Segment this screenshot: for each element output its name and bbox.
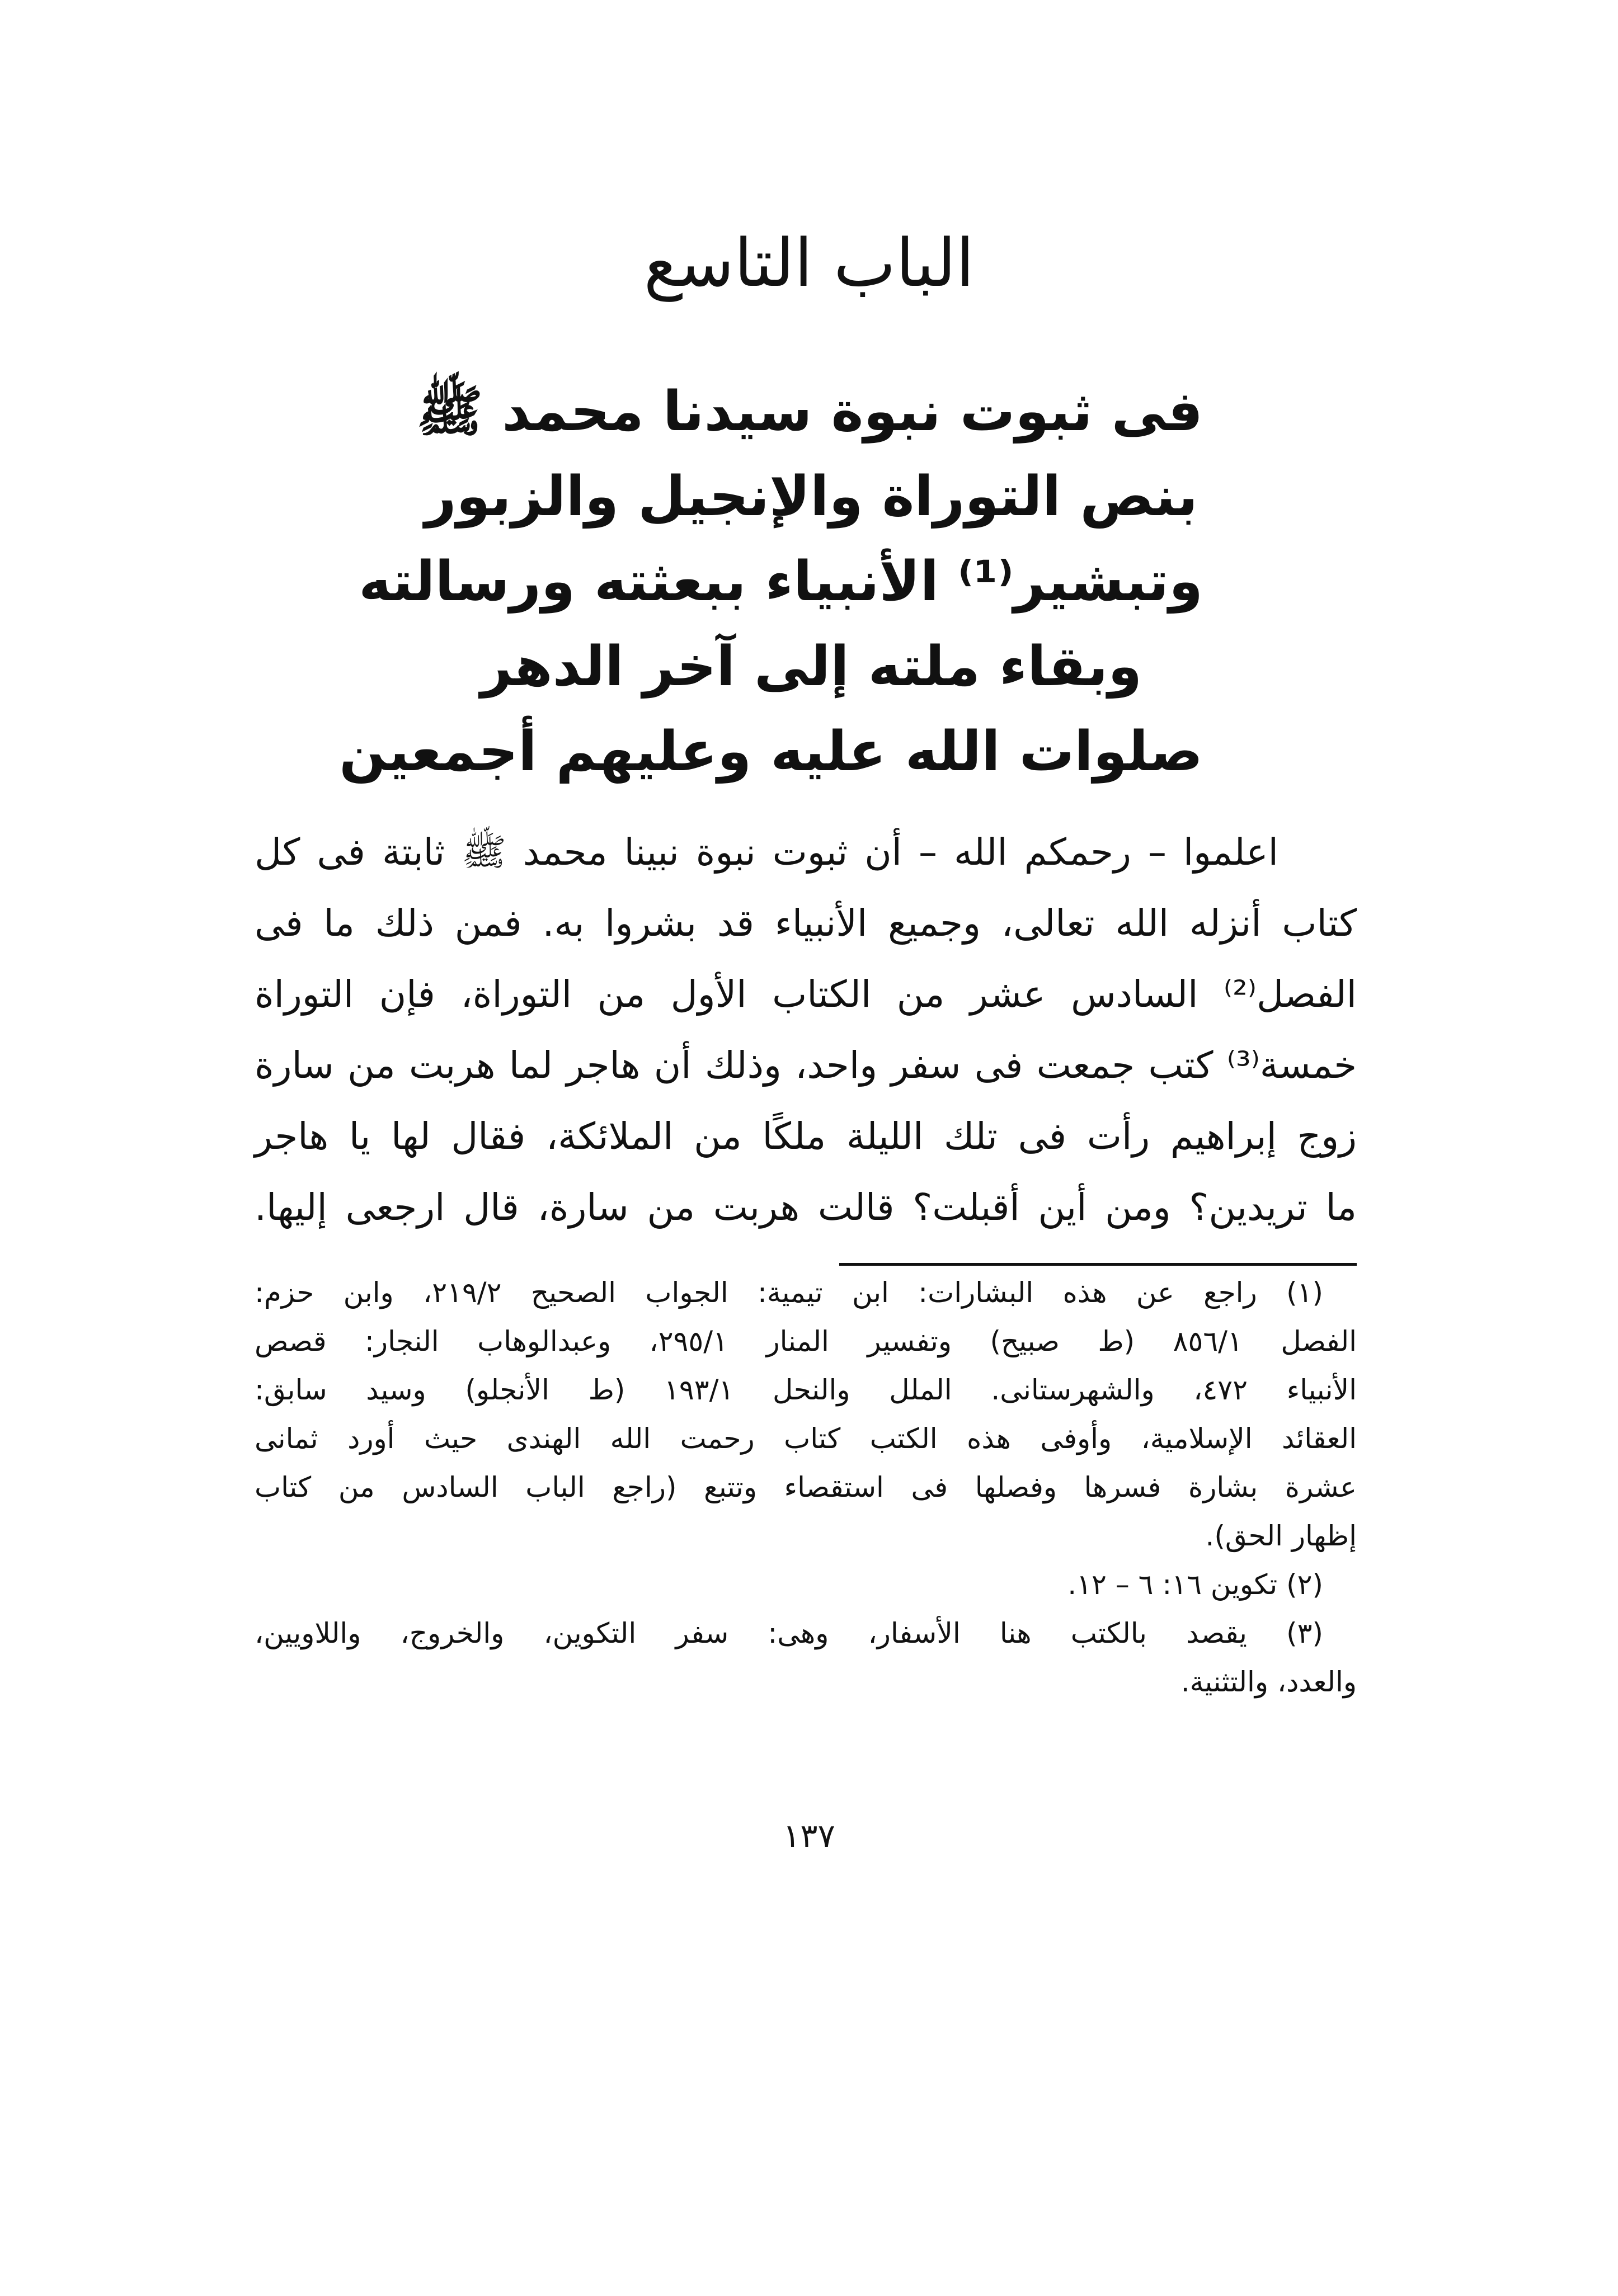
body-line: كتاب أنزله الله تعالى، وجميع الأنبياء قد بشروا به. فمن ذلك ما فى	[255, 902, 1357, 945]
footnote-line: الفصل ٨٥٦/١ (ط صبيح) وتفسير المنار ٢٩٥/١، وعبدالوهاب النجار: قصص	[255, 1325, 1357, 1357]
footnotes	[255, 1269, 1357, 1706]
footnote-separator	[839, 1263, 1357, 1266]
body-line: ما تريدين؟ ومن أين أقبلت؟ قالت هربت من سارة، قال ارجعى إليها.	[255, 1186, 1357, 1229]
footnote-line: (١) راجع عن هذه البشارات: ابن تيمية: الجواب الصحيح ٢١٩/٢، وابن حزم:	[255, 1276, 1323, 1309]
footnote-line: (٢) تكوين ١٦: ٦ – ١٢.	[1067, 1568, 1323, 1601]
footnote-line: (٣) يقصد بالكتب هنا الأسفار، وهى: سفر التكوين، والخروج، واللاويين،	[255, 1617, 1323, 1649]
body-line: الفصل⁽²⁾ السادس عشر من الكتاب الأول من التوراة، فإن التوراة	[255, 973, 1357, 1016]
chapter-heading: الباب التاسع	[643, 224, 975, 301]
footnote-line: والعدد، والتثنية.	[1180, 1666, 1357, 1698]
body-line: زوج إبراهيم رأت فى تلك الليلة ملكًا من الملائكة، فقال لها يا هاجر	[255, 1115, 1357, 1158]
body-line: اعلموا – رحمكم الله – أن ثبوت نبوة نبينا محمد ﷺ ثابتة فى كل	[255, 831, 1278, 874]
title-line: فى ثبوت نبوة سيدنا محمد ﷺ	[416, 380, 1203, 444]
body-line: خمسة⁽³⁾ كتب جمعت فى سفر واحد، وذلك أن هاجر لما هربت من سارة	[255, 1044, 1357, 1087]
footnote-line: عشرة بشارة فسرها وفصلها فى استقصاء وتتبع (راجع الباب السادس من كتاب	[255, 1471, 1357, 1503]
page-number: ١٣٧	[783, 1817, 835, 1855]
title-line: وتبشير⁽¹⁾ الأنبياء ببعثته ورسالته	[359, 550, 1203, 614]
body-paragraph	[255, 817, 1357, 1243]
title-line: بنص التوراة والإنجيل والزبور	[425, 465, 1198, 529]
footnote-line: الأنبياء ٤٧٢، والشهرستانى. الملل والنحل ١٩٣/١ (ط الأنجلو) وسيد سابق:	[255, 1374, 1357, 1406]
footnote-line: إظهار الحق).	[1205, 1520, 1357, 1552]
chapter-title	[339, 369, 1203, 794]
footnote-line: العقائد الإسلامية، وأوفى هذه الكتب كتاب رحمت الله الهندى حيث أورد ثمانى	[255, 1422, 1357, 1455]
title-line: صلوات الله عليه وعليهم أجمعين	[339, 720, 1203, 784]
title-line: وبقاء ملته إلى آخر الدهر	[480, 635, 1142, 699]
